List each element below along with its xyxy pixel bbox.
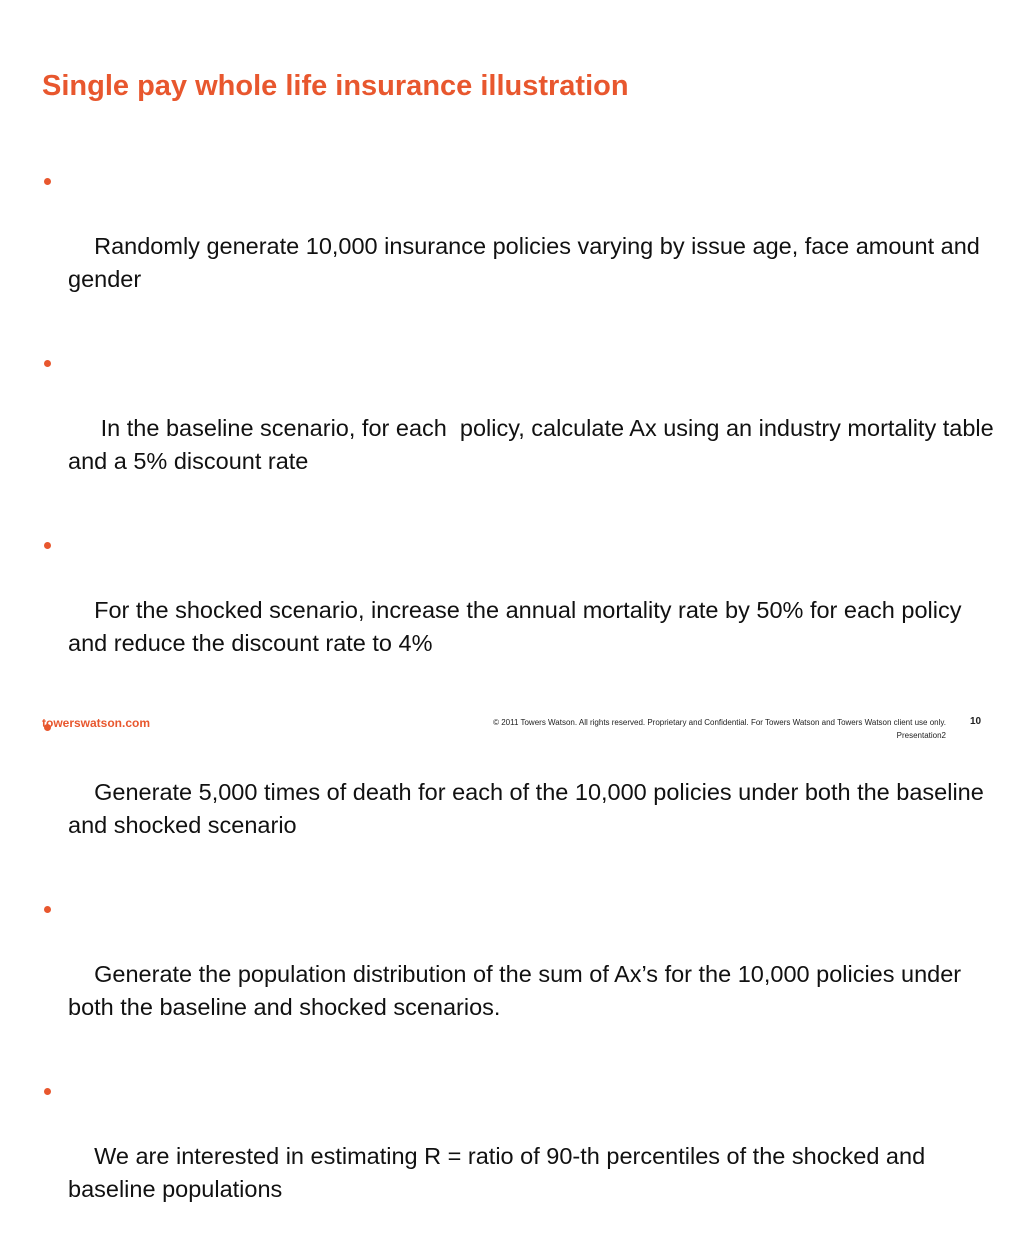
footer-copyright: © 2011 Towers Watson. All rights reserved. Proprietary and Confidential. For Towers Watson and Towers Watson client use only. [493, 718, 946, 727]
bullet-text: Randomly generate 10,000 insurance policies varying by issue age, face amount and gender [68, 233, 993, 292]
footer-file-name: Presentation2 [896, 731, 946, 740]
bullet-dot-icon [44, 542, 51, 549]
bullet-dot-icon [44, 906, 51, 913]
bullet-dot-icon [44, 1088, 51, 1095]
bullet-text: Generate 5,000 times of death for each of the 10,000 policies under both the baseline and shocked scenario [68, 779, 991, 838]
bullet-item-5 [40, 892, 1000, 1057]
bullet-item-3 [40, 528, 1000, 693]
bullet-dot-icon [44, 360, 51, 367]
bullet-item-6 [40, 1074, 1000, 1239]
bullet-item-2 [40, 346, 1000, 511]
bullet-dot-icon [44, 178, 51, 185]
bullet-item-1 [40, 164, 1000, 329]
bullet-item-4 [40, 710, 1000, 875]
bullet-text: For the shocked scenario, increase the annual mortality rate by 50% for each policy and reduce the discount rate to 4% [68, 597, 968, 656]
bullet-text: We are interested in estimating R = ratio of 90-th percentiles of the shocked and baseline populations [68, 1143, 932, 1202]
footer-website: towerswatson.com [42, 716, 151, 730]
bullet-text: Generate the population distribution of the sum of Ax’s for the 10,000 policies under both the baseline and shocked scenarios. [68, 961, 968, 1020]
slide-title: Single pay whole life insurance illustration [42, 70, 629, 102]
bullet-text: In the baseline scenario, for each policy, calculate Ax using an industry mortality table and a 5% discount rate [68, 415, 1001, 474]
bullet-list [40, 164, 1000, 1256]
page-number: 10 [970, 716, 982, 727]
